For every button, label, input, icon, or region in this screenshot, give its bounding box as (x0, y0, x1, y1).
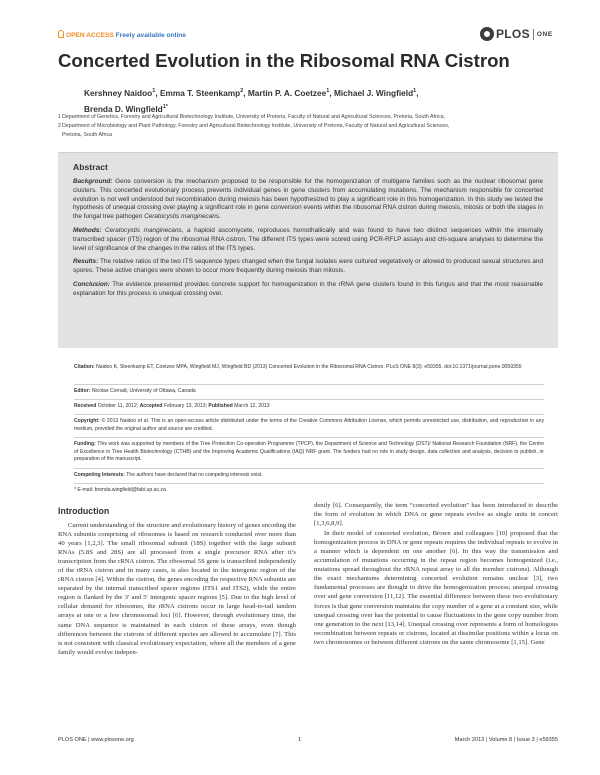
open-lock-icon (58, 30, 64, 38)
abstract-box (58, 152, 558, 348)
editor: Editor: Nicolas Corradi, University of Ottawa, Canada (74, 388, 196, 394)
author-affiliation-mark: 1 (326, 88, 330, 94)
logo-one-text: ONE (536, 30, 553, 38)
footer-journal: PLOS ONE (58, 737, 87, 743)
meta-divider (74, 399, 544, 400)
footer-issue-info: March 2013 | Volume 8 | Issue 3 | e59355 (454, 737, 558, 743)
body-paragraph: Current understanding of the structure and evolutionary history of genes encoding the RNA subunits comprising of ribosomes is based on research conducted over more than 40 years [1,2,3]. The small ribosomal subunit (18S) together with the large subunit RNAs (5.8S and 28S) are all processed from a single precursor RNA after it’s transcription from the rRNA cistron. The ribosomal 5S gene is transcribed independently of the rRNA cistron and in many cases, is also located in the intergenic region of the rRNA cistron [4]. Within the cistron, the genes encoding the respective RNA subunits are separated by the internal transcribed spacer regions (ITS1 and ITS2), while the entire region is flanked by the 3′ and 5′ intergenic spacer regions [5]. Due to the high level of cellular demand for ribosomes, the rRNA cistrons occur in large head-to-tail tandem arrays at one or a few chromosomal loci [6]. However, through evolutionary time, the same DNA sequence is maintained in each cistron of these arrays, even though differences between the cistrons of different species are allowed to accumulate [7]. This is not consistent with classical evolutionary expectation, where all the members of a gene family would evolve indepen- (58, 522, 296, 656)
logo-plos-text: PLOS (496, 27, 530, 41)
author-name[interactable]: Kershney Naidoo (84, 87, 153, 98)
freely-available-label: Freely available online (115, 32, 186, 39)
body-paragraph: In their model of concerted evolution, Brown and colleagues [10] proposed that the homogenization process in DNA or gene repeats requires the individual repeats to evolve in a manner which is dependent on one another [6]. In this way the transmission and accumulation of mutations occurring in the repeat region becomes homogenized (i.e., mutations spread throughout the rRNA repeat array to all the member cistrons). Although the exact mechanisms determining concerted evolution remains unclear [3], two fundamental processes are thought to drive the homogenization process; unequal crossing over and gene conversion [11,12]. The essential difference between these two evolutionary forces is that gene conversion maintains the copy number of a gene at a constant size, while unequal crossing over has the potential to cause fluctuations in the gene copy number from one generation to the next [13,14]. Unequal crossing over represents a form of homologous recombination between repeats or cistrons, located at dissimilar positions within a locus on two chromosomes or between different cistrons on the same chromosome [1,15]. Gene (314, 530, 558, 646)
author-name[interactable]: Brenda D. Wingfield (84, 103, 163, 114)
body-paragraph: dently [6]. Consequently, the term “concerted evolution” has been introduced to describe the form of evolution in which DNA or gene repeats evolve as single units in concert [1,3,6,8,9]. (314, 502, 558, 528)
introduction-heading: Introduction (58, 506, 110, 516)
author-name[interactable]: Martin P. A. Coetzee (247, 87, 327, 98)
author-affiliation-mark: 2 (240, 88, 244, 94)
author-affiliation-mark: 1* (162, 103, 168, 110)
open-label: OPEN (66, 32, 85, 39)
article-title: Concerted Evolution in the Ribosomal RNA Cistron (58, 50, 510, 71)
author-name[interactable]: Emma T. Steenkamp (159, 87, 241, 98)
citation: Citation: Naidoo K, Steenkamp ET, Coetzee MPA, Wingfield MJ, Wingfield BD (2013) Concerted Evolution in the Ribosomal RNA Cistron. PLoS ONE 8(3): e59355. doi:10.1371/journal.pone.0059355 (74, 364, 522, 370)
affiliation-number: 2 (58, 123, 61, 129)
affiliation-text-continued: Pretoria, South Africa (62, 132, 113, 138)
abstract-methods: Methods: Ceratocystis manginecans, a haploid ascomycete, reproduces homothallically and was found to have two distinct sequences within the internally transcribed spacer (ITS) region of the ribosomal RNA cistron. The different ITS types were scored using PCR-RFLP assays and chi-square analyses to determine the level of significance of the changes in the ratios of the ITS types. (73, 226, 544, 252)
affiliation-text: Department of Microbiology and Plant Pathology, Forestry and Agricultural Biotechnology Institute, University of Pretoria, Faculty of Natural and Agricultural Sciences, (62, 123, 450, 129)
body-column-right (314, 501, 558, 647)
corresponding-email[interactable]: * E-mail: brenda.wingfield@fabi.up.ac.za (74, 487, 166, 493)
abstract-heading: Abstract (73, 162, 108, 172)
author-affiliation-mark: 1 (413, 88, 417, 94)
abstract-conclusion: Conclusion: The evidence presented provides concrete support for homogenization in the rRNA gene clusters found in this fungus and that the most reasonable explanation for this process is unequal crossing over. (73, 280, 543, 297)
affiliation-text: Department of Genetics, Forestry and Agricultural Biotechnology Institute, University of Pretoria, Faculty of Natural and Agricultural Sciences, Pretoria, South Africa, (62, 114, 446, 120)
affiliation-number: 1 (58, 114, 61, 120)
abstract-background: Background: Gene conversion is the mechanism proposed to be responsible for the homogenization of multigene families such as the nuclear ribosomal gene clusters. This concerted evolutionary process prevents individual genes in gene clusters from accumulating mutations. The mechanism responsible for concerted evolution is not well understood but recombination during meiosis has been hypothesized to play a significant role in this homogenization. In this study we tested the hypothesis of unequal crossing over playing a significant role in gene conversion events within the ribosomal RNA cistron during meiosis, mitosis or both life stages in the fungal tree pathogen Ceratocystis manginecans. (73, 178, 543, 221)
footer-url[interactable]: www.plosone.org (91, 737, 134, 743)
plos-one-logo[interactable] (480, 26, 553, 42)
affiliations (58, 113, 558, 140)
author-name[interactable]: Michael J. Wingfield (333, 87, 414, 98)
access-label: ACCESS (86, 32, 114, 39)
meta-divider (74, 384, 544, 385)
abstract-results: Results: The relative ratios of the two ITS sequence types changed when the fungal isolates were cultured vegetatively or allowed to produced sexual structures and spores. These active changes were shown to occur more frequently during meiosis than mitosis. (73, 258, 543, 275)
logo-divider (533, 29, 534, 40)
meta-divider (74, 437, 544, 438)
meta-divider (74, 468, 544, 469)
meta-divider (74, 483, 544, 484)
author-list: Kershney Naidoo$^1$, Emma T. Steenkamp$^2$, Martin P. A. Coetzee$^1$, Michael J. Wingfield$^1$, Brenda D. Wingfield$^{1*}$ (84, 87, 419, 114)
dates: Received October 11, 2012; Accepted February 13, 2013; Published March 12, 2013 (74, 403, 270, 409)
funding: Funding: This work was supported by members of the Tree Protection Co-operation Programme (TPCP), the Department of Science and Technology (DST)/ National Research Foundation (NRF), the Centre of Excellence in Tree Health Biotechnology (CTHB) and the Improving Academic Qualifications (IAQ) NRF grant. The funders had no role in study design, data collection and analysis, decision to publish, or preparation of the manuscript. (74, 441, 544, 463)
plos-logo-icon (480, 27, 494, 41)
author-affiliation-mark: 1 (152, 88, 156, 94)
meta-divider (74, 414, 544, 415)
open-access-badge (58, 30, 186, 39)
page-number: 1 (298, 737, 302, 743)
body-column-left (58, 521, 296, 657)
competing-interests: Competing Interests: The authors have declared that no competing interests exist. (74, 472, 263, 478)
copyright: Copyright: © 2013 Naidoo et al. This is an open-access article distributed under the terms of the Creative Commons Attribution License, which permits unrestricted use, distribution, and reproduction in any medium, provided the original author and source are credited. (74, 418, 544, 432)
